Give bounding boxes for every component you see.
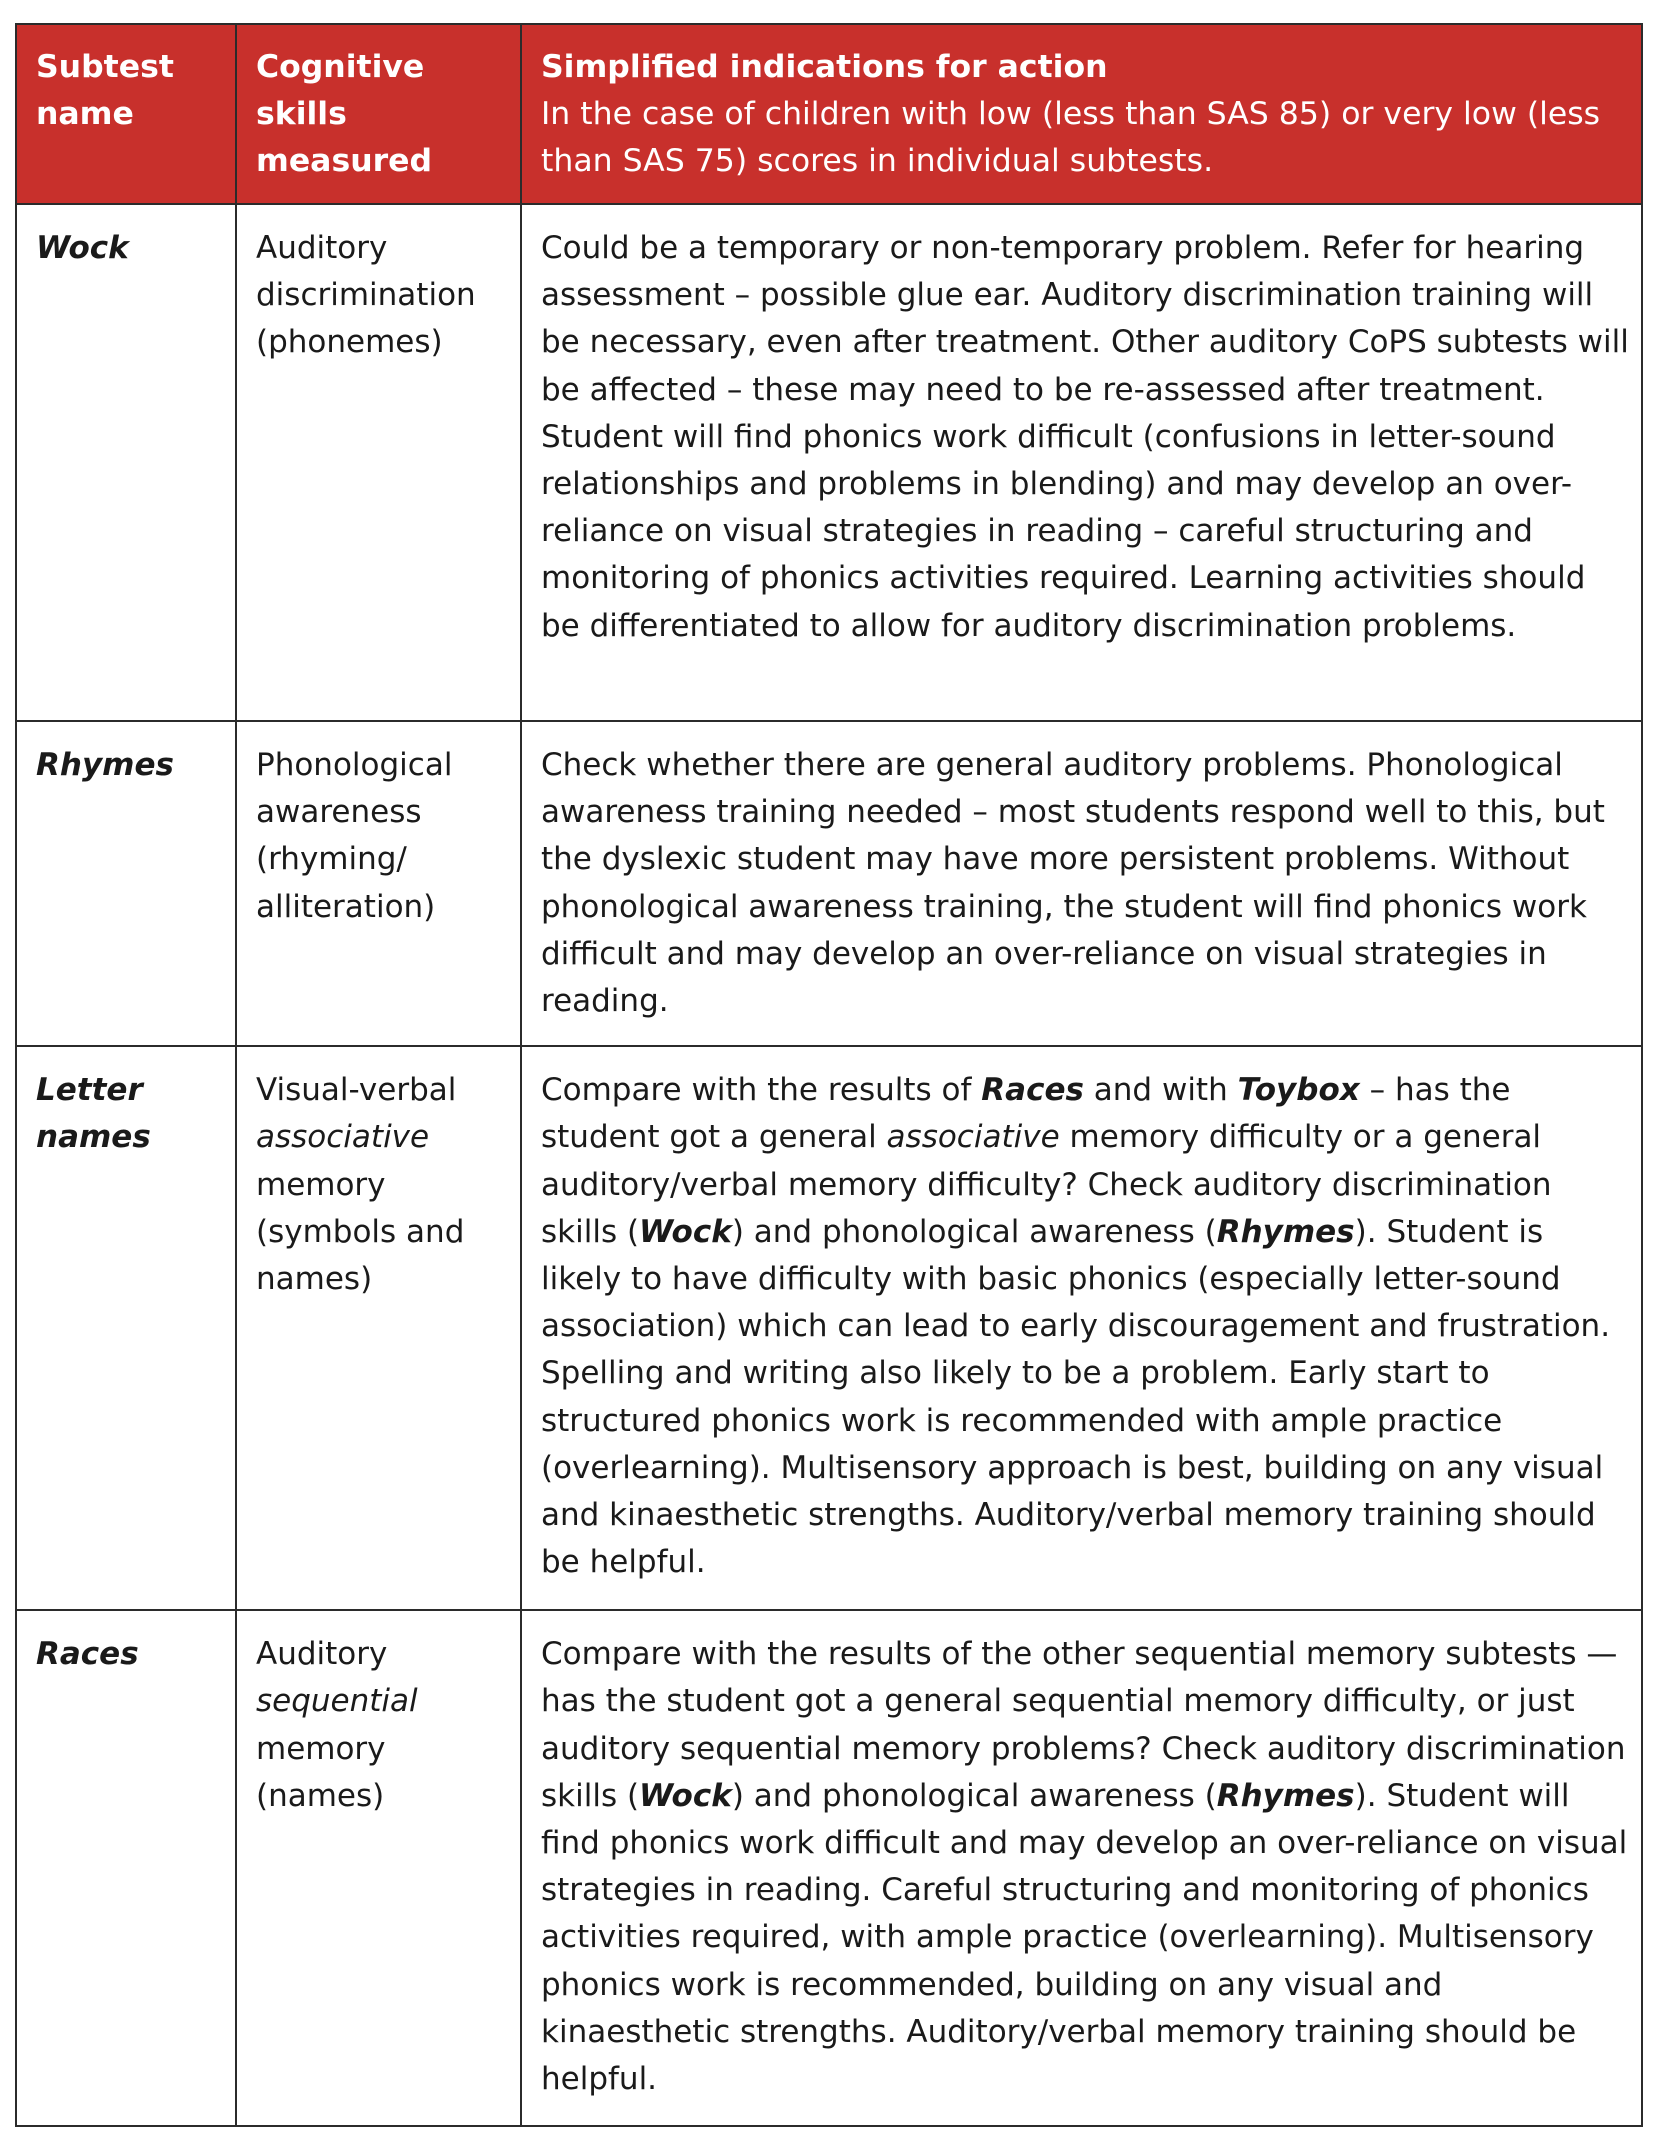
- table-row: [16, 721, 1642, 1046]
- header-indications-subtitle: In the case of children with low (less than SAS 85) or very low (less than SAS 75) scores in individual subtests.: [541, 96, 1601, 179]
- table-row: [16, 204, 1642, 721]
- skills-cell: [236, 1610, 521, 2126]
- skills-line: memory: [256, 1166, 386, 1203]
- action-text: ) and phonological awareness (: [731, 1213, 1217, 1250]
- action-cell: Check whether there are general auditory problems. Phonological awareness training needed – most students respond well to this, but the dyslexic student may have more persistent problems. Without phonological awareness training, the student will find phonics work difficult and may develop an over-reliance on visual strategies in reading.: [521, 721, 1642, 1046]
- table-row: [16, 1046, 1642, 1610]
- skills-line: (rhyming/: [256, 841, 407, 878]
- skills-line: (names): [256, 1777, 385, 1814]
- action-text: Compare with the results of the other sequential memory subtests — has the student got a general sequential memory difficulty, or just auditory sequential memory problems? Check auditory discrimination skills (: [541, 1636, 1626, 1814]
- skills-line: Auditory: [256, 230, 388, 266]
- indications-table: [15, 23, 1643, 2127]
- action-text: and with: [1083, 1072, 1238, 1109]
- header-cognitive-skills: Cognitive skills measured: [236, 24, 521, 204]
- skills-line: (phonemes): [256, 324, 443, 361]
- action-text: memory difficulty or a general auditory/verbal memory difficulty? Check auditory discrimination skills (: [541, 1119, 1552, 1250]
- subtest-reference: Rhymes: [1216, 1213, 1355, 1250]
- action-text: Compare with the results of: [541, 1072, 982, 1109]
- skills-line: memory: [256, 1730, 386, 1767]
- subtest-name: Letter names: [36, 1072, 151, 1156]
- action-cell: Could be a temporary or non-temporary problem. Refer for hearing assessment – possible glue ear. Auditory discrimination training will be necessary, even after treatment. Other auditory CoPS subtests will be affected – these may need to be re-assessed after treatment. Student will find phonics work difficult (confusions in letter-sound relationships and problems in blending) and may develop an over-reliance on visual strategies in reading – careful structuring and monitoring of phonics activities required. Learning activities should be differentiated to allow for auditory discrimination problems.: [521, 204, 1642, 721]
- action-text: – has the student got a general: [541, 1072, 1511, 1156]
- skills-line: Auditory: [256, 1636, 388, 1673]
- subtest-name: Races: [36, 1636, 139, 1673]
- subtest-reference: Rhymes: [1216, 1777, 1355, 1814]
- skills-cell: [236, 721, 521, 1046]
- action-cell: [521, 1610, 1642, 2126]
- action-text: ). Student will find phonics work difficult and may develop an over-reliance on visual strategies in reading. Careful structuring and monitoring of phonics activities required, with ample practice (overlearning). Multisensory phonics work is recommended, building on any visual and kinaesthetic strengths. Auditory/verbal memory training should be helpful.: [541, 1777, 1628, 2098]
- subtest-name: Wock: [36, 230, 129, 266]
- skills-line: (symbols and: [256, 1213, 465, 1250]
- subtest-cell: [16, 204, 236, 721]
- skills-line: Phonological: [256, 747, 453, 783]
- subtest-reference: Wock: [639, 1777, 732, 1814]
- subtest-reference: Races: [981, 1072, 1084, 1109]
- table-row: [16, 1610, 1642, 2126]
- subtest-reference: Toybox: [1237, 1072, 1360, 1109]
- skills-line: associative: [256, 1119, 430, 1156]
- header-subtest-name: Subtest name: [16, 24, 236, 204]
- subtest-reference: Wock: [639, 1213, 732, 1250]
- header-row: [16, 24, 1642, 204]
- subtest-cell: [16, 1610, 236, 2126]
- skills-line: sequential: [256, 1683, 418, 1720]
- action-text: ) and phonological awareness (: [731, 1777, 1217, 1814]
- skills-line: awareness: [256, 794, 422, 831]
- skills-line: discrimination: [256, 277, 476, 314]
- skills-cell: [236, 1046, 521, 1610]
- action-emphasis: associative: [886, 1119, 1060, 1156]
- skills-cell: [236, 204, 521, 721]
- skills-line: Visual-verbal: [256, 1072, 457, 1109]
- header-indications-title: Simplified indications for action: [541, 49, 1108, 85]
- skills-line: alliteration): [256, 888, 436, 925]
- action-text: ). Student is likely to have difficulty with basic phonics (especially letter-sound association) which can lead to early discouragement and frustration. Spelling and writing also likely to be a problem. Early start to structured phonics work is recommended with ample practice (overlearning). Multisensory approach is best, building on any visual and kinaesthetic strengths. Auditory/verbal memory training should be helpful.: [541, 1213, 1611, 1581]
- header-indications: [521, 24, 1642, 204]
- subtest-cell: [16, 721, 236, 1046]
- skills-line: names): [256, 1261, 373, 1298]
- subtest-name: Rhymes: [36, 747, 174, 783]
- action-cell: [521, 1046, 1642, 1610]
- subtest-cell: [16, 1046, 236, 1610]
